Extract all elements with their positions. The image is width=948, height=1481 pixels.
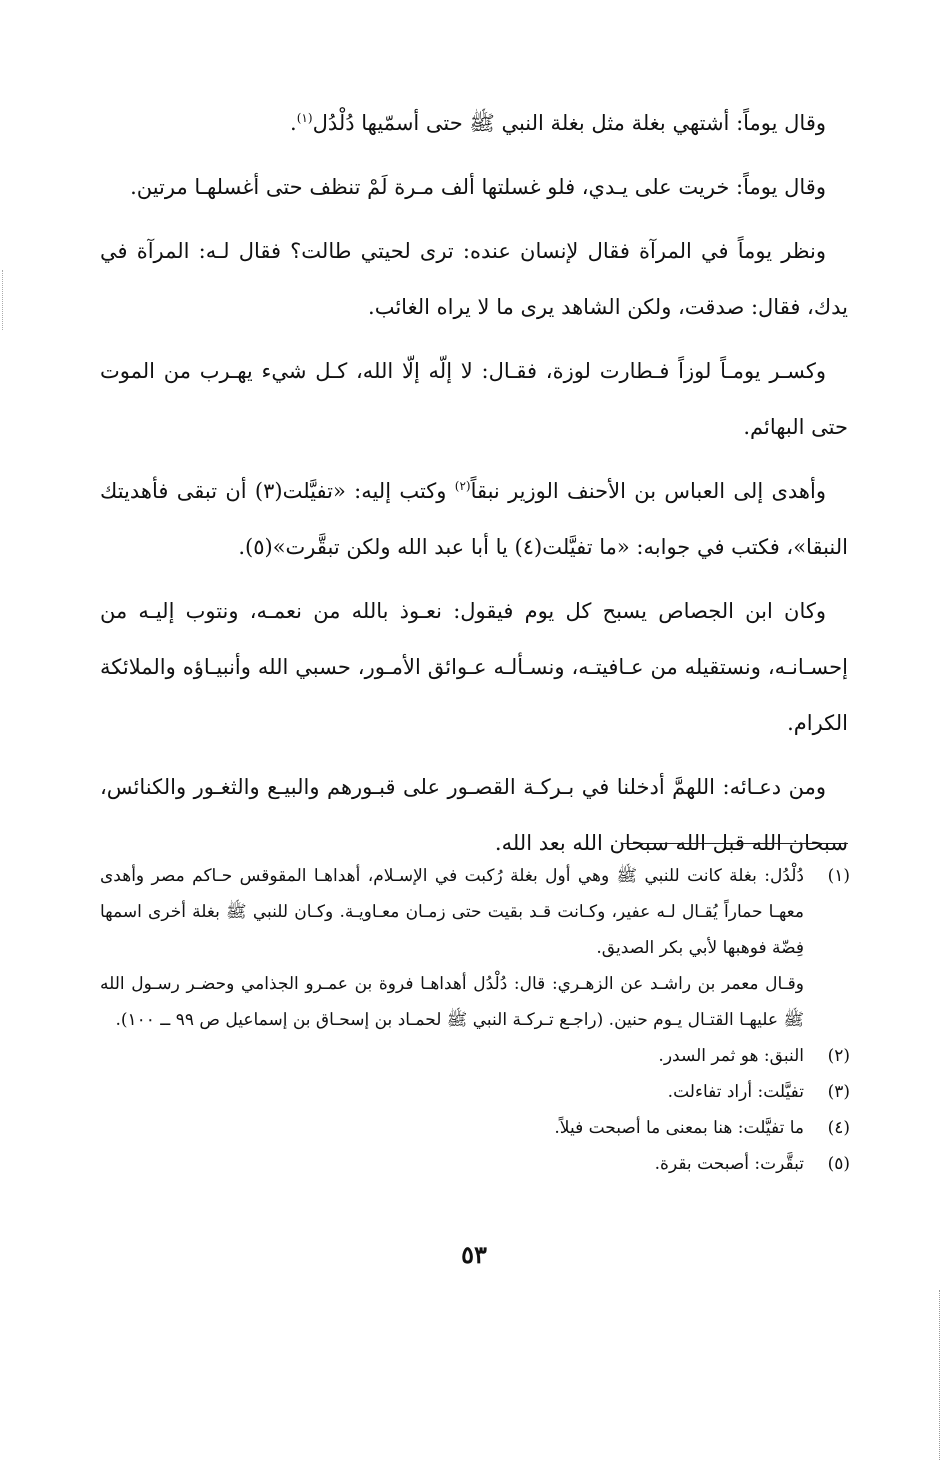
footnote-number: (١) (827, 866, 850, 886)
footnote-text: تبقَّرت: أصبحت بقرة. (654, 1154, 804, 1174)
footnote-1-continuation: وقـال معمر بن راشـد عن الزهـري: قال: دُلْدُل أهداهـا فروة بن عمـرو الجذامي وحضـر رسـول الله ﷺ عليهـا القتـال يـوم حنين. (راجـع تـركـة النبي ﷺ لحمـاد بن إسحـاق بن إسماعيل ص ٩٩ ــ ١٠٠). (100, 974, 804, 1030)
footnote-3 (100, 1074, 850, 1110)
scan-edge-left (2, 270, 4, 330)
paragraph-5-rest: وكتب إليه: «تفيَّلت(٣) أن تبقى فأهديتك النبقا»، فكتب في جوابه: «ما تفيَّلت(٤) يا أبا عبد الله ولكن تبقَّرت»(٥). (100, 479, 848, 559)
main-text (100, 95, 848, 879)
footnote-number: (٥) (827, 1154, 850, 1174)
paragraph-1-end: . (290, 111, 297, 135)
footnote-text: دُلْدُل: بغلة كانت للنبي ﷺ وهي أول بغلة رُكبت في الإسـلام، أهداهـا المقوقس حـاكم مصر وأهدى معهـا حماراً يُقـال لـه عفير، وكـانت قـد بقيت حتى زمـان معـاويـة. وكـان للنبي ﷺ بغلة أخرى اسمها فِضّة فوهبها لأبي بكر الصديق. (100, 866, 804, 958)
footnote-ref-2[interactable]: (٢) (454, 479, 471, 493)
footnote-number: (٤) (827, 1118, 850, 1138)
footnote-text: تفيَّلت: أراد تفاءلت. (667, 1082, 804, 1102)
page-number: ٥٣ (461, 1240, 487, 1269)
paragraph-7: ومن دعـائه: اللهمَّ أدخلنا في بـركـة القصـور على قبـورهم والبيـع والثغـور والكنائس، سبحان الله قبل الله سبحان الله بعد الله. (100, 775, 848, 855)
footnote-text: ما تفيَّلت: هنا بمعنى ما أصبحت فيلاً. (554, 1118, 804, 1138)
footnote-2 (100, 1038, 850, 1074)
paragraph-5 (100, 463, 848, 575)
footnote-text: النبق: هو ثمر السدر. (658, 1046, 804, 1066)
paragraph-1 (100, 95, 848, 151)
footnotes (100, 858, 850, 1182)
footnote-number: (٢) (827, 1046, 850, 1066)
footnote-1 (100, 858, 850, 966)
paragraph-3: ونظر يوماً في المرآة فقال لإنسان عنده: ترى لحيتي طالت؟ فقال لـه: المرآة في يدك، فقال: صدقت، ولكن الشاهد يرى ما لا يراه الغائب. (100, 239, 848, 319)
footnote-ref-1[interactable]: (١) (296, 111, 313, 125)
paragraph-1-text: وقال يوماً: أشتهي بغلة مثل بغلة النبي ﷺ حتى أسمّيها دُلْدُل (312, 111, 826, 135)
paragraph-5-text: وأهدى إلى العباس بن الأحنف الوزير نبقاً (470, 479, 826, 503)
footnote-divider (622, 843, 848, 844)
scan-edge-right (938, 1290, 940, 1460)
footnote-5 (100, 1146, 850, 1182)
paragraph-4: وكسـر يومـاً لوزاً فـطارت لوزة، فقـال: لا إلّه إلّا الله، كـل شيء يهـرب من الموت حتى البهائم. (100, 359, 848, 439)
footnote-4 (100, 1110, 850, 1146)
paragraph-6: وكان ابن الجصاص يسبح كل يوم فيقول: نعـوذ بالله من نعمـه، ونتوب إليـه من إحسـانـه، ونستقيله من عـافيتـه، ونسـألـه عـوائق الأمـور، حسبي الله وأنبيـاؤه والملائكة الكرام. (100, 599, 848, 735)
paragraph-2: وقال يوماً: خريت على يـدي، فلو غسلتها ألف مـرة لَمْ تنظف حتى أغسلهـا مرتين. (130, 175, 826, 199)
footnote-number: (٣) (827, 1082, 850, 1102)
